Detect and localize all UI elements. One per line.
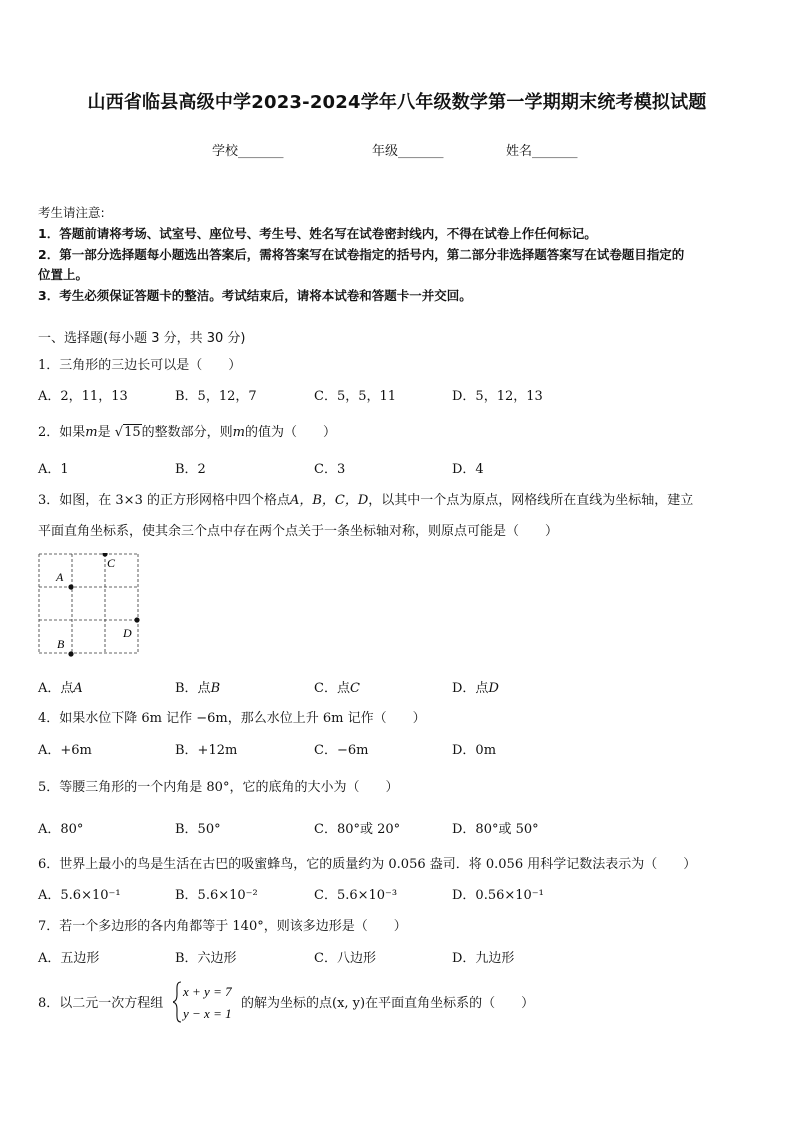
question-7-option-d: D．九边形 bbox=[452, 951, 515, 966]
question-2-option-b: B．2 bbox=[175, 462, 206, 477]
question-2-option-d: D．4 bbox=[452, 462, 484, 477]
q3-opt-c-text: C．点 bbox=[314, 681, 350, 696]
left-brace bbox=[173, 982, 181, 1022]
q3-opt-d-point: D bbox=[488, 681, 499, 696]
section-heading: 一、选择题(每小题 3 分，共 30 分) bbox=[38, 331, 246, 346]
question-1-option-c: C．5，5，11 bbox=[314, 389, 397, 404]
q3-opt-b-text: B．点 bbox=[175, 681, 211, 696]
question-5-stem: 5．等腰三角形的一个内角是 80°，它的底角的大小为（ ） bbox=[38, 780, 399, 795]
question-7-option-a: A．五边形 bbox=[38, 951, 100, 966]
q3-opt-a-point: A bbox=[73, 681, 83, 696]
question-8-text-pre: 8．以二元一次方程组 bbox=[38, 996, 164, 1011]
question-8-text-post: 的解为坐标的点(x, y)在平面直角坐标系的（ ） bbox=[241, 996, 535, 1011]
question-5-option-c: C．80°或 20° bbox=[314, 822, 401, 837]
q3-text-b: ，以其中一个点为原点，网格线所在直线为坐标轴，建立 bbox=[368, 493, 694, 508]
point-a-dot bbox=[68, 584, 73, 589]
equation-system bbox=[173, 980, 243, 1024]
question-7-stem: 7．若一个多边形的各内角都等于 140°，则该多边形是（ ） bbox=[38, 919, 407, 934]
question-3-option-c bbox=[314, 677, 360, 696]
q2-radicand: 15 bbox=[124, 425, 141, 440]
question-4-option-c: C．−6m bbox=[314, 743, 369, 758]
notice-line-1: 1．答题前请将考场、试室号、座位号、考生号、姓名写在试卷密封线内，不得在试卷上作任何标记。 bbox=[38, 226, 597, 241]
point-b-dot bbox=[68, 651, 73, 656]
question-5-option-d: D．80°或 50° bbox=[452, 822, 539, 837]
question-4-option-b: B．+12m bbox=[175, 743, 238, 758]
question-6-option-a: A．5.6×10⁻¹ bbox=[38, 888, 121, 903]
school-field: 学校_______ bbox=[212, 144, 284, 159]
question-2-option-a: A．1 bbox=[38, 462, 69, 477]
question-1-option-d: D．5，12，13 bbox=[452, 389, 543, 404]
question-6-option-d: D．0.56×10⁻¹ bbox=[452, 888, 544, 903]
question-4-option-a: A．+6m bbox=[38, 743, 92, 758]
grade-field: 年级_______ bbox=[372, 144, 444, 159]
q3-opt-d-text: D．点 bbox=[452, 681, 489, 696]
question-1-option-a: A．2，11，13 bbox=[38, 389, 128, 404]
question-7-option-c: C．八边形 bbox=[314, 951, 376, 966]
notice-heading: 考生请注意: bbox=[38, 205, 105, 220]
grid-svg bbox=[38, 553, 143, 658]
question-6-option-c: C．5.6×10⁻³ bbox=[314, 888, 398, 903]
name-field: 姓名_______ bbox=[506, 144, 578, 159]
question-7-option-b: B．六边形 bbox=[175, 951, 237, 966]
point-a-label: A bbox=[56, 570, 64, 584]
question-2-option-c: C．3 bbox=[314, 462, 346, 477]
q2-sqrt-expression bbox=[115, 425, 142, 440]
question-3-line-1 bbox=[38, 489, 693, 508]
question-3-option-a bbox=[38, 677, 83, 696]
question-2-stem bbox=[38, 421, 336, 440]
question-6-stem: 6．世界上最小的鸟是生活在古巴的吸蜜蜂鸟，它的质量约为 0.056 盎司．将 0.056 用科学记数法表示为（ ） bbox=[38, 857, 697, 872]
q2-text-mid2: 的整数部分，则 bbox=[141, 425, 233, 440]
question-5-option-a: A．80° bbox=[38, 822, 84, 837]
question-4-stem: 4．如果水位下降 6m 记作 −6m，那么水位上升 6m 记作（ ） bbox=[38, 711, 426, 726]
q2-var-m2: m bbox=[232, 425, 245, 440]
q3-points: A，B，C，D bbox=[289, 493, 369, 508]
q3-opt-b-point: B bbox=[210, 681, 221, 696]
notice-line-2a: 2．第一部分选择题每小题选出答案后，需将答案写在试卷指定的括号内，第二部分非选择题答案写在试卷题目指定的 bbox=[38, 247, 685, 262]
question-3-option-b bbox=[175, 677, 220, 696]
notice-line-3: 3．考生必须保证答题卡的整洁。考试结束后，请将本试卷和答题卡一并交回。 bbox=[38, 288, 472, 303]
question-1-stem: 1．三角形的三边长可以是（ ） bbox=[38, 358, 242, 373]
grid-figure bbox=[38, 553, 143, 658]
q2-text-pre: 2．如果 bbox=[38, 425, 86, 440]
q3-opt-c-point: C bbox=[349, 681, 360, 696]
q2-var-m: m bbox=[85, 425, 98, 440]
q3-opt-a-text: A．点 bbox=[38, 681, 74, 696]
question-4-option-d: D．0m bbox=[452, 743, 497, 758]
question-5-option-b: B．50° bbox=[175, 822, 221, 837]
question-6-option-b: B．5.6×10⁻² bbox=[175, 888, 258, 903]
system-brace-svg bbox=[173, 980, 243, 1024]
notice-line-2b: 位置上。 bbox=[38, 267, 89, 282]
point-c-label: C bbox=[107, 556, 116, 570]
equation-1: x + y = 7 bbox=[183, 984, 232, 999]
q3-text-a: 3．如图，在 3×3 的正方形网格中四个格点 bbox=[38, 493, 290, 508]
question-1-option-b: B．5，12，7 bbox=[175, 389, 257, 404]
point-d-dot bbox=[134, 617, 139, 622]
point-d-label: D bbox=[123, 626, 132, 640]
radical-sign: √ bbox=[114, 425, 124, 440]
q2-text-post: 的值为（ ） bbox=[244, 425, 336, 440]
q2-text-mid1: 是 bbox=[97, 425, 111, 440]
question-3-option-d bbox=[452, 677, 499, 696]
point-b-label: B bbox=[57, 637, 65, 651]
question-3-line-2: 平面直角坐标系，使其余三个点中存在两个点关于一条坐标轴对称，则原点可能是（ ） bbox=[38, 524, 559, 539]
equation-2: y − x = 1 bbox=[183, 1006, 232, 1021]
page-title: 山西省临县高级中学2023-2024学年八年级数学第一学期期末统考模拟试题 bbox=[87, 92, 707, 113]
